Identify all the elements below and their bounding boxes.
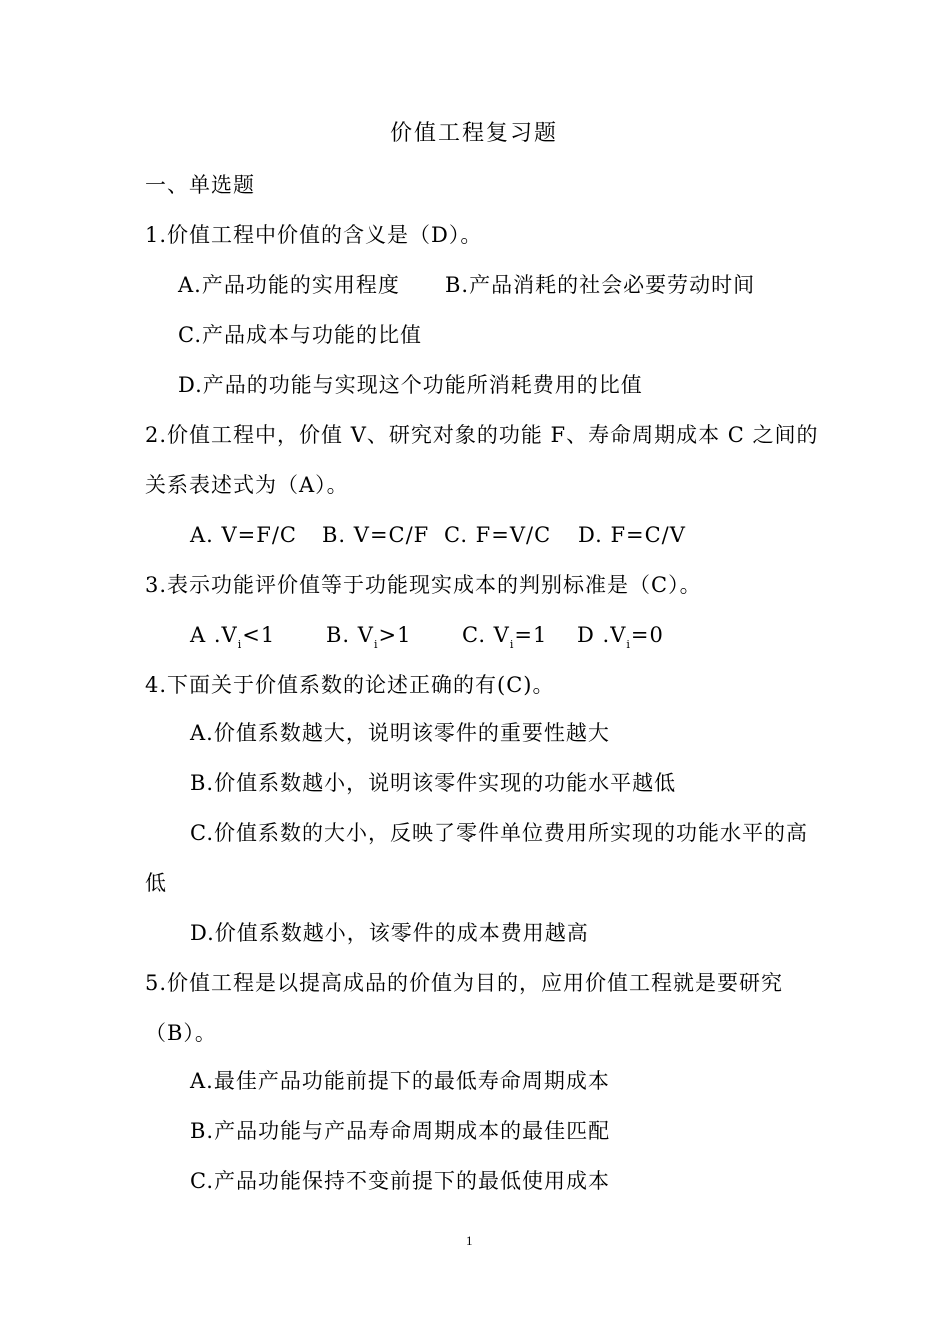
question-3-option-a (190, 622, 276, 651)
subscript-i: i (509, 638, 515, 651)
question-4-option-c-line-1: C.价值系数的大小，反映了零件单位费用所实现的功能水平的高 (190, 821, 808, 845)
question-1-option-a: A.产品功能的实用程度 (178, 273, 400, 297)
subscript-i: i (373, 638, 379, 651)
question-2-option-c: C. F=V/C (444, 523, 552, 547)
subscript-i: i (237, 638, 243, 651)
question-1-option-d: D.产品的功能与实现这个功能所消耗费用的比值 (178, 373, 643, 397)
page-number: 1 (466, 1233, 473, 1248)
subscript-i: i (626, 638, 631, 651)
question-4-stem: 4.下面关于价值系数的论述正确的有(C)。 (145, 673, 555, 697)
question-1-option-c: C.产品成本与功能的比值 (178, 323, 422, 347)
question-1-stem: 1.价值工程中价值的含义是（D）。 (145, 223, 483, 247)
question-5-option-b: B.产品功能与产品寿命周期成本的最佳匹配 (190, 1119, 611, 1143)
section-heading: 一、单选题 (145, 173, 255, 197)
question-2-option-a: A. V=F/C (190, 523, 297, 547)
option-a-suffix: <1 (242, 623, 276, 647)
question-3-option-b (326, 622, 412, 651)
question-3-stem: 3.表示功能评价值等于功能现实成本的判别标准是（C）。 (145, 573, 702, 597)
question-3-option-d (577, 622, 664, 651)
question-2-option-d: D. F=C/V (578, 523, 686, 547)
question-4-option-d: D.价值系数越小，该零件的成本费用越高 (190, 921, 589, 945)
option-d-prefix: D .V (577, 623, 627, 647)
question-4-option-c-line-2: 低 (145, 871, 167, 895)
question-5-stem-line-2: （B）。 (145, 1021, 217, 1045)
option-d-suffix: =0 (630, 623, 664, 647)
option-c-suffix: =1 (514, 623, 548, 647)
question-4-option-b: B.价值系数越小，说明该零件实现的功能水平越低 (190, 771, 677, 795)
question-5-option-a: A.最佳产品功能前提下的最低寿命周期成本 (190, 1069, 610, 1093)
question-2-stem-line-2: 关系表述式为（A）。 (145, 473, 349, 497)
page-title: 价值工程复习题 (390, 121, 559, 146)
question-5-option-c: C.产品功能保持不变前提下的最低使用成本 (190, 1169, 610, 1193)
option-b-suffix: >1 (378, 623, 412, 647)
question-3-option-c (462, 622, 548, 651)
question-1-option-b: B.产品消耗的社会必要劳动时间 (445, 273, 756, 297)
question-2-option-b: B. V=C/F (322, 523, 430, 547)
option-b-prefix: B. V (326, 623, 374, 647)
question-5-stem-line-1: 5.价值工程是以提高成品的价值为目的，应用价值工程就是要研究 (145, 971, 784, 995)
option-c-prefix: C. V (462, 623, 510, 647)
option-a-prefix: A .V (190, 623, 238, 647)
question-4-option-a: A.价值系数越大，说明该零件的重要性越大 (190, 721, 610, 745)
question-2-stem-line-1: 2.价值工程中，价值 V、研究对象的功能 F、寿命周期成本 C 之间的 (145, 423, 819, 447)
